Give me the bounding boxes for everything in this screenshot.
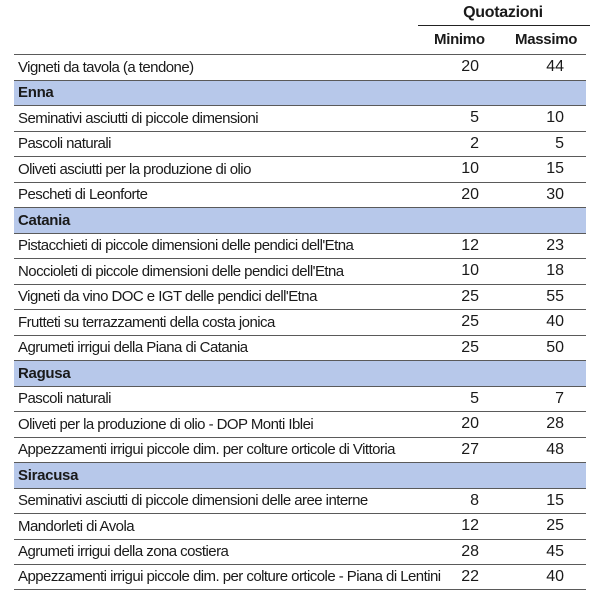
max-value: 45 [546, 542, 564, 560]
row-label: Pascoli naturali [18, 390, 111, 408]
row-label: Oliveti asciutti per la produzione di olio [18, 160, 251, 178]
header-min-label: Minimo [434, 31, 485, 48]
row-label: Vigneti da vino DOC e IGT delle pendici dell'Etna [18, 288, 317, 306]
row-label: Vigneti da tavola (a tendone) [18, 58, 194, 76]
table-row [14, 284, 586, 310]
row-label: Appezzamenti irrigui piccole dim. per colture orticole di Vittoria [18, 441, 395, 459]
row-label: Seminativi asciutti di piccole dimensioni [18, 109, 259, 127]
min-value: 2 [470, 134, 479, 152]
max-value: 50 [546, 338, 564, 356]
table-row [14, 131, 586, 157]
max-value: 30 [546, 185, 564, 203]
table-row [14, 411, 586, 437]
table-row [14, 233, 586, 259]
max-value: 44 [546, 58, 564, 76]
row-label: Pascoli naturali [18, 135, 111, 153]
row-label: Frutteti su terrazzamenti della costa jonica [18, 313, 275, 331]
min-value: 28 [461, 542, 479, 560]
table-row [14, 513, 586, 539]
min-value: 20 [461, 58, 479, 76]
row-label: Oliveti per la produzione di olio - DOP Monti Iblei [18, 415, 314, 433]
section-header-row [14, 207, 586, 233]
section-header-row [14, 360, 586, 386]
min-value: 8 [470, 491, 479, 509]
row-label: Pescheti di Leonforte [18, 186, 148, 204]
min-value: 12 [461, 236, 479, 254]
max-value: 15 [546, 160, 564, 178]
max-value: 10 [546, 109, 564, 127]
section-header-row [14, 462, 586, 488]
min-value: 12 [461, 517, 479, 535]
section-label: Ragusa [18, 364, 71, 382]
min-value: 20 [461, 415, 479, 433]
table-row [14, 335, 586, 361]
min-value: 25 [461, 313, 479, 331]
table-row [14, 488, 586, 514]
row-label: Agrumeti irrigui della zona costiera [18, 543, 229, 561]
max-value: 23 [546, 236, 564, 254]
min-value: 20 [461, 185, 479, 203]
table-row [14, 564, 586, 590]
table-row [14, 309, 586, 335]
min-value: 10 [461, 160, 479, 178]
section-header-row [14, 80, 586, 106]
section-label: Enna [18, 84, 54, 102]
max-value: 25 [546, 517, 564, 535]
row-label: Mandorleti di Avola [18, 517, 135, 535]
max-value: 40 [546, 567, 564, 585]
max-value: 7 [555, 389, 564, 407]
table-row [14, 156, 586, 182]
max-value: 28 [546, 415, 564, 433]
section-label: Catania [18, 211, 71, 229]
max-value: 55 [546, 287, 564, 305]
max-value: 18 [546, 262, 564, 280]
header-group-label: Quotazioni [463, 4, 543, 21]
table-row [14, 54, 586, 80]
section-label: Siracusa [18, 466, 79, 484]
table-body [14, 54, 586, 590]
max-value: 40 [546, 313, 564, 331]
header-rule [418, 25, 590, 26]
min-value: 22 [461, 567, 479, 585]
row-label: Noccioleti di piccole dimensioni delle pendici dell'Etna [18, 262, 344, 280]
header-max-label: Massimo [515, 31, 578, 48]
min-value: 10 [461, 262, 479, 280]
row-label: Pistacchieti di piccole dimensioni delle pendici dell'Etna [18, 237, 354, 255]
min-value: 25 [461, 287, 479, 305]
table-row [14, 182, 586, 208]
max-value: 48 [546, 440, 564, 458]
min-value: 27 [461, 440, 479, 458]
max-value: 5 [555, 134, 564, 152]
table-row [14, 258, 586, 284]
min-value: 5 [470, 389, 479, 407]
row-label: Agrumeti irrigui della Piana di Catania [18, 339, 248, 357]
row-label: Appezzamenti irrigui piccole dim. per colture orticole - Piana di Lentini [18, 568, 441, 586]
min-value: 25 [461, 338, 479, 356]
table-row [14, 539, 586, 565]
table-row [14, 386, 586, 412]
min-value: 5 [470, 109, 479, 127]
table-row [14, 105, 586, 131]
max-value: 15 [546, 491, 564, 509]
table-row [14, 437, 586, 463]
row-label: Seminativi asciutti di piccole dimensioni delle aree interne [18, 492, 368, 510]
